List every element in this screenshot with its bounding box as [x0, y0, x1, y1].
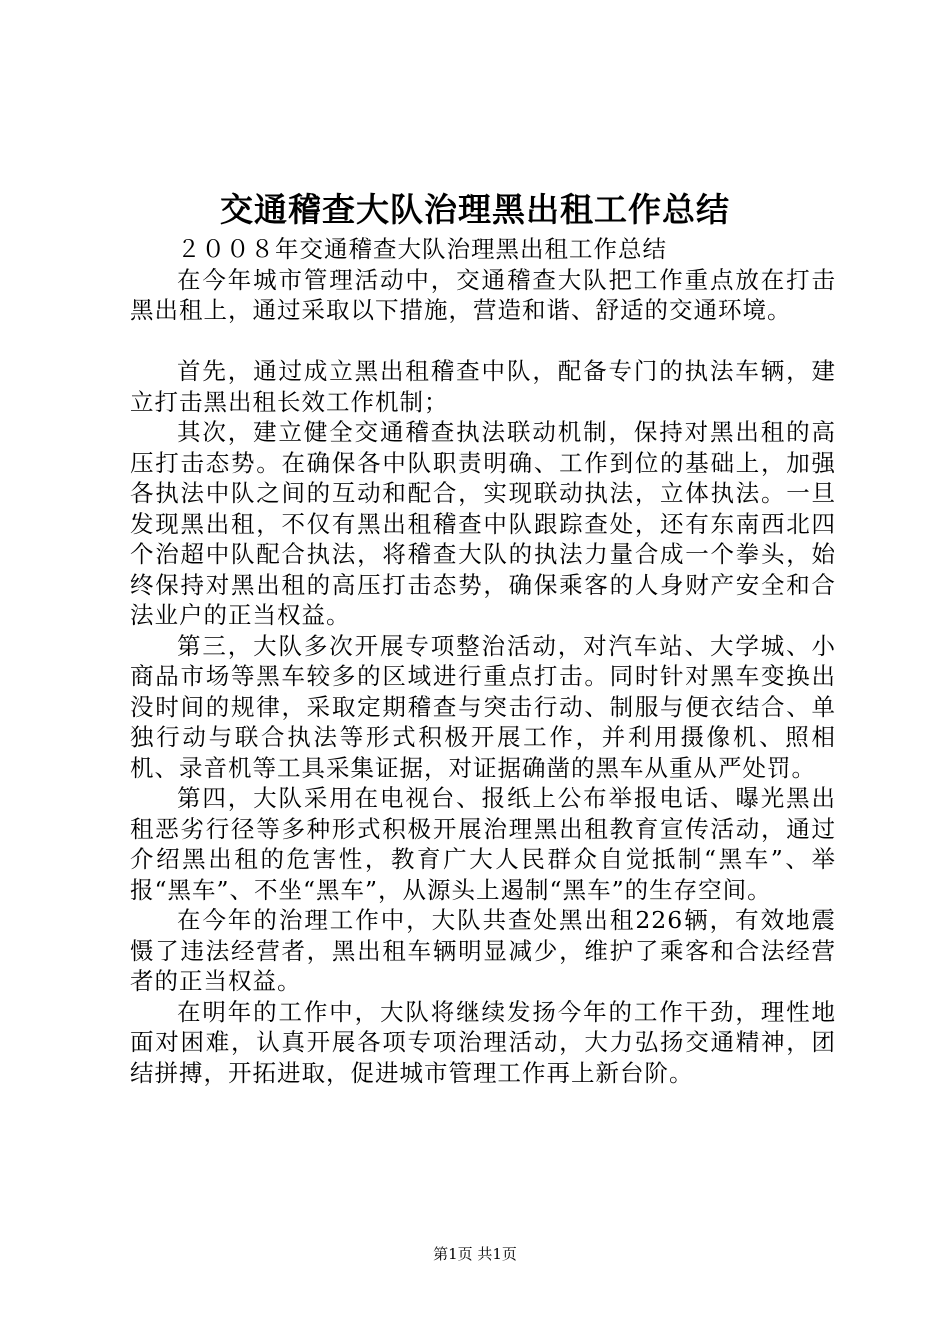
paragraph-results: 在今年的治理工作中，大队共查处黑出租226辆，有效地震慑了违法经营者，黑出租车辆明显减少，维护了乘客和合法经营者的正当权益。	[130, 906, 836, 995]
document-body	[130, 234, 836, 1088]
page-footer: 第1页 共1页	[433, 1245, 517, 1263]
paragraph-first-measure: 首先，通过成立黑出租稽查中队，配备专门的执法车辆，建立打击黑出租长效工作机制；	[130, 357, 836, 416]
paragraph-outlook: 在明年的工作中，大队将继续发扬今年的工作干劲，理性地面对困难，认真开展各项专项治理活动，大力弘扬交通精神，团结拼搏，开拓进取，促进城市管理工作再上新台阶。	[130, 997, 836, 1087]
paragraph-intro: 在今年城市管理活动中，交通稽查大队把工作重点放在打击黑出租上，通过采取以下措施，营造和谐、舒适的交通环境。	[130, 265, 836, 324]
paragraph-second-measure: 其次，建立健全交通稽查执法联动机制，保持对黑出租的高压打击态势。在确保各中队职责明确、工作到位的基础上，加强各执法中队之间的互动和配合，实现联动执法，立体执法。一旦发现黑出租，不仅有黑出租稽查中队跟踪查处，还有东南西北四个治超中队配合执法，将稽查大队的执法力量合成一个拳头，始终保持对黑出租的高压打击态势，确保乘客的人身财产安全和合法业户的正当权益。	[130, 418, 836, 629]
document-subtitle: ２００８年交通稽查大队治理黑出租工作总结	[177, 235, 667, 263]
paragraph-third-measure: 第三，大队多次开展专项整治活动，对汽车站、大学城、小商品市场等黑车较多的区域进行重点打击。同时针对黑车变换出没时间的规律，采取定期稽查与突击行动、制服与便衣结合、单独行动与联合执法等形式积极开展工作，并利用摄像机、照相机、录音机等工具采集证据，对证据确凿的黑车从重从严处罚。	[130, 631, 836, 782]
document-title: 交通稽查大队治理黑出租工作总结	[220, 190, 730, 229]
paragraph-fourth-measure: 第四，大队采用在电视台、报纸上公布举报电话、曝光黑出租恶劣行径等多种形式积极开展治理黑出租教育宣传活动，通过介绍黑出租的危害性，教育广大人民群众自觉抵制“黑车”、举报“黑车”、不坐“黑车”，从源头上遏制“黑车”的生存空间。	[130, 784, 836, 904]
